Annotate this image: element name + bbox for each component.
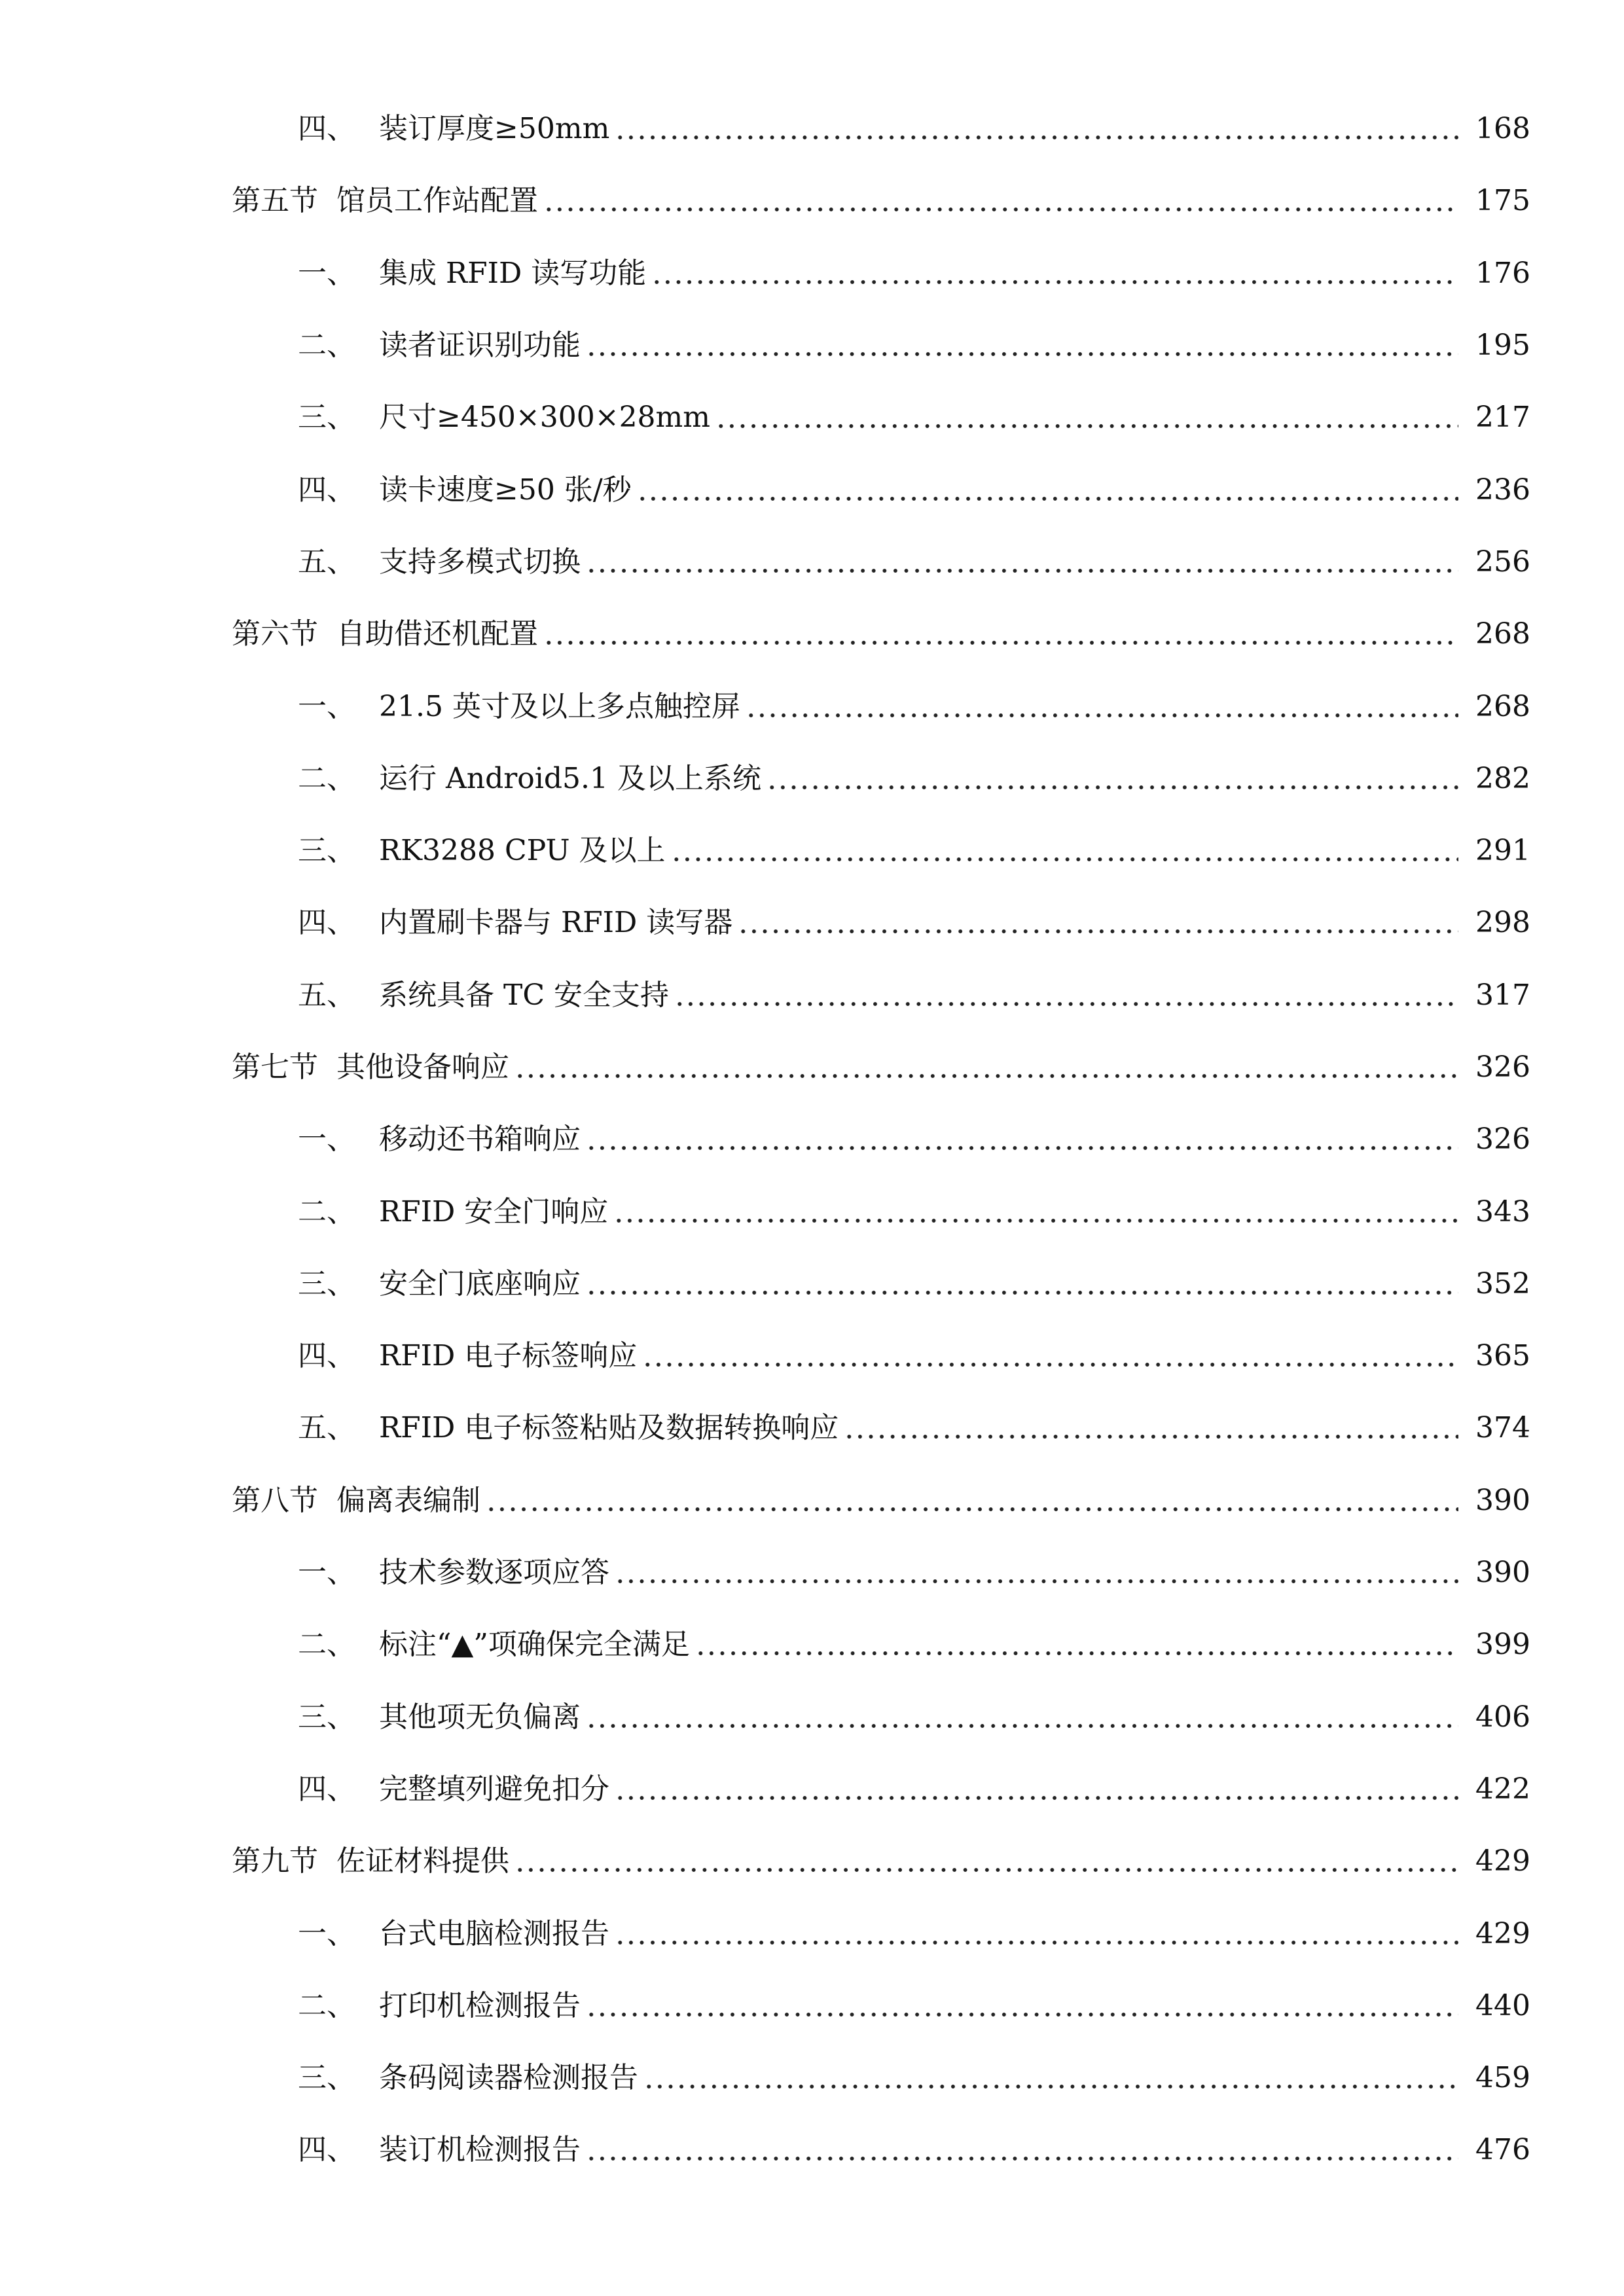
dot-leader [586, 1723, 1458, 1729]
dot-leader [586, 351, 1458, 357]
toc-entry[interactable] [0, 1681, 1624, 1753]
dot-leader [615, 1795, 1458, 1801]
toc-entry-page: 168 [1475, 112, 1530, 146]
dot-leader [586, 568, 1458, 573]
toc-section-title: 佐证材料提供 [336, 1844, 509, 1878]
toc-entry[interactable] [0, 526, 1624, 598]
toc-entry-title: 条码阅读器检测报告 [379, 2061, 638, 2095]
toc-entry-page: 406 [1475, 1700, 1530, 1734]
toc-section-page: 268 [1475, 617, 1530, 651]
toc-entry-title: 安全门底座响应 [379, 1266, 581, 1300]
toc-section-number: 第六节 [232, 617, 318, 651]
dot-leader [543, 640, 1458, 645]
toc-entry-number: 三、 [298, 834, 355, 868]
toc-entry-page: 326 [1475, 1122, 1530, 1157]
toc-entry[interactable] [0, 743, 1624, 815]
toc-entry-title: 运行 Android5.1 及以上系统 [379, 761, 761, 795]
toc-section[interactable] [0, 1825, 1624, 1897]
toc-entry-number: 四、 [298, 906, 355, 940]
toc-entry-number: 四、 [298, 112, 355, 146]
dot-leader [746, 713, 1458, 718]
toc-entry[interactable] [0, 670, 1624, 742]
toc-entry-page: 256 [1475, 545, 1530, 579]
toc-entry-page: 390 [1475, 1556, 1530, 1590]
toc-entry[interactable] [0, 310, 1624, 382]
toc-entry-title: 尺寸≥450×300×28mm [379, 401, 710, 435]
toc-section-page: 326 [1475, 1050, 1530, 1084]
dot-leader [642, 1362, 1458, 1367]
toc-entry-title: RFID 电子标签响应 [379, 1339, 638, 1373]
toc-entry[interactable] [0, 1609, 1624, 1681]
toc-entry-page: 176 [1475, 256, 1530, 290]
toc-entry-title: 装订机检测报告 [379, 2133, 581, 2167]
toc-entry-page: 317 [1475, 978, 1530, 1012]
toc-entry[interactable] [0, 238, 1624, 310]
toc-section-title: 其他设备响应 [336, 1050, 509, 1084]
dot-leader [674, 1001, 1458, 1007]
toc-entry-page: 476 [1475, 2133, 1530, 2167]
dot-leader [486, 1507, 1458, 1512]
dot-leader [586, 2012, 1458, 2017]
toc-entry-page: 291 [1475, 834, 1530, 868]
toc-section-number: 第八节 [232, 1483, 318, 1517]
table-of-contents [0, 93, 1624, 2187]
dot-leader [695, 1651, 1458, 1656]
toc-entry-title: RFID 电子标签粘贴及数据转换响应 [379, 1411, 839, 1445]
toc-section-page: 429 [1475, 1844, 1530, 1878]
toc-entry-number: 四、 [298, 2133, 355, 2167]
toc-entry[interactable] [0, 2042, 1624, 2114]
toc-entry-title: 21.5 英寸及以上多点触控屏 [379, 689, 740, 723]
toc-entry[interactable] [0, 815, 1624, 887]
toc-entry[interactable] [0, 382, 1624, 454]
toc-entry[interactable] [0, 2114, 1624, 2186]
toc-entry-title: 其他项无负偏离 [379, 1700, 581, 1734]
toc-entry[interactable] [0, 1753, 1624, 1825]
toc-section[interactable] [0, 598, 1624, 670]
toc-entry-page: 298 [1475, 906, 1530, 940]
toc-entry-number: 二、 [298, 1628, 355, 1662]
toc-entry-number: 二、 [298, 329, 355, 363]
toc-entry[interactable] [0, 1392, 1624, 1464]
dot-leader [514, 1867, 1458, 1873]
toc-entry-page: 343 [1475, 1194, 1530, 1229]
dot-leader [671, 857, 1458, 862]
dot-leader [767, 785, 1458, 790]
dot-leader [643, 2084, 1458, 2089]
dot-leader [613, 1218, 1458, 1223]
dot-leader [651, 279, 1458, 285]
toc-entry-page: 217 [1475, 401, 1530, 435]
toc-entry-number: 五、 [298, 978, 355, 1012]
toc-entry-page: 374 [1475, 1411, 1530, 1445]
toc-entry-number: 二、 [298, 761, 355, 795]
toc-entry-number: 五、 [298, 545, 355, 579]
toc-entry-title: 标注“▲”项确保完全满足 [379, 1628, 690, 1662]
toc-entry-title: 集成 RFID 读写功能 [379, 256, 647, 290]
toc-entry-number: 二、 [298, 1194, 355, 1229]
toc-entry-title: 打印机检测报告 [379, 1988, 581, 2022]
toc-entry[interactable] [0, 1175, 1624, 1247]
toc-entry-number: 四、 [298, 1339, 355, 1373]
toc-entry-number: 二、 [298, 1988, 355, 2022]
toc-entry[interactable] [0, 1970, 1624, 2042]
toc-entry[interactable] [0, 1103, 1624, 1175]
toc-section-number: 第七节 [232, 1050, 318, 1084]
toc-entry[interactable] [0, 1320, 1624, 1392]
toc-entry-page: 195 [1475, 329, 1530, 363]
toc-entry-title: 系统具备 TC 安全支持 [379, 978, 669, 1012]
toc-entry[interactable] [0, 1248, 1624, 1320]
toc-entry-number: 四、 [298, 473, 355, 507]
dot-leader [586, 1290, 1458, 1295]
dot-leader [615, 1579, 1458, 1584]
dot-leader [844, 1434, 1458, 1439]
toc-entry[interactable] [0, 1537, 1624, 1609]
toc-entry-number: 三、 [298, 1700, 355, 1734]
toc-entry-title: 内置刷卡器与 RFID 读写器 [379, 906, 733, 940]
toc-section-number: 第九节 [232, 1844, 318, 1878]
dot-leader [543, 207, 1458, 212]
toc-entry-page: 459 [1475, 2061, 1530, 2095]
toc-entry-title: RK3288 CPU 及以上 [379, 834, 666, 868]
toc-entry-title: 技术参数逐项应答 [379, 1556, 609, 1590]
toc-entry-title: RFID 安全门响应 [379, 1194, 609, 1229]
toc-entry-number: 三、 [298, 401, 355, 435]
toc-entry-page: 440 [1475, 1988, 1530, 2022]
toc-entry-title: 支持多模式切换 [379, 545, 581, 579]
toc-entry-page: 429 [1475, 1916, 1530, 1950]
toc-entry-number: 三、 [298, 1266, 355, 1300]
toc-entry[interactable] [0, 1897, 1624, 1969]
toc-entry[interactable] [0, 960, 1624, 1031]
toc-section[interactable] [0, 1031, 1624, 1103]
toc-section-page: 390 [1475, 1483, 1530, 1517]
dot-leader [586, 2156, 1458, 2161]
dot-leader [615, 1940, 1458, 1945]
toc-section-number: 第五节 [232, 184, 318, 218]
toc-entry-title: 台式电脑检测报告 [379, 1916, 609, 1950]
dot-leader [715, 423, 1458, 429]
dot-leader [586, 1145, 1458, 1151]
toc-entry[interactable] [0, 887, 1624, 959]
dot-leader [738, 929, 1458, 934]
toc-entry[interactable] [0, 93, 1624, 165]
toc-entry-number: 一、 [298, 1916, 355, 1950]
toc-entry-page: 399 [1475, 1628, 1530, 1662]
toc-entry-page: 365 [1475, 1339, 1530, 1373]
toc-entry-number: 一、 [298, 1556, 355, 1590]
toc-entry-title: 装订厚度≥50mm [379, 112, 610, 146]
dot-leader [514, 1073, 1458, 1079]
toc-entry-page: 236 [1475, 473, 1530, 507]
toc-entry-page: 352 [1475, 1266, 1530, 1300]
toc-section[interactable] [0, 1465, 1624, 1537]
toc-entry-number: 三、 [298, 2061, 355, 2095]
toc-entry-page: 268 [1475, 689, 1530, 723]
dot-leader [615, 135, 1458, 140]
toc-entry-number: 五、 [298, 1411, 355, 1445]
toc-entry-number: 一、 [298, 689, 355, 723]
toc-entry-title: 移动还书箱响应 [379, 1122, 581, 1157]
toc-section-title: 自助借还机配置 [336, 617, 538, 651]
toc-entry-number: 一、 [298, 256, 355, 290]
toc-entry-title: 读卡速度≥50 张/秒 [379, 473, 632, 507]
dot-leader [637, 496, 1458, 501]
toc-entry-page: 282 [1475, 761, 1530, 795]
toc-section-page: 175 [1475, 184, 1530, 218]
toc-entry-number: 一、 [298, 1122, 355, 1157]
toc-section[interactable] [0, 165, 1624, 237]
toc-section-title: 馆员工作站配置 [336, 184, 538, 218]
toc-entry-title: 读者证识别功能 [379, 329, 581, 363]
toc-entry-page: 422 [1475, 1772, 1530, 1806]
toc-entry-number: 四、 [298, 1772, 355, 1806]
toc-entry-title: 完整填列避免扣分 [379, 1772, 609, 1806]
toc-entry[interactable] [0, 454, 1624, 526]
toc-section-title: 偏离表编制 [336, 1483, 480, 1517]
